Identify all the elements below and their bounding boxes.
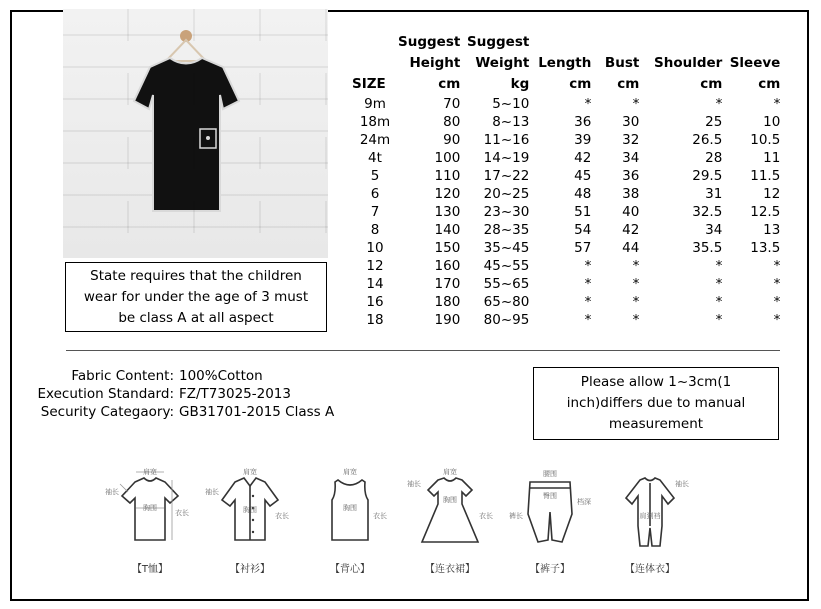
table-cell: 90 <box>443 132 461 148</box>
diagram-label: 肩宽 <box>143 468 157 476</box>
table-cell: * <box>773 276 781 292</box>
table-cell: 54 <box>574 222 592 238</box>
table-cell: * <box>632 294 640 310</box>
table-cell: * <box>715 312 723 328</box>
table-row <box>352 293 780 311</box>
diagram-caption: 【背心】 <box>330 564 370 575</box>
table-cell: 55~65 <box>483 276 530 292</box>
table-cell: 51 <box>574 204 592 220</box>
table-cell: 36 <box>574 114 592 130</box>
table-cell: 5~10 <box>492 96 530 112</box>
table-cell: 4t <box>368 150 382 166</box>
diagram-pants <box>500 460 600 578</box>
table-row <box>352 239 780 257</box>
table-cell: * <box>584 258 592 274</box>
table-cell: 150 <box>434 240 461 256</box>
table-cell: 24m <box>359 132 391 148</box>
table-cell: 13.5 <box>750 240 781 256</box>
table-row <box>352 275 780 293</box>
table-cell: 11~16 <box>483 132 530 148</box>
table-cell: 35.5 <box>692 240 723 256</box>
diagram-label: 胸围 <box>443 496 457 504</box>
garment-diagrams <box>100 460 700 578</box>
diagram-label: 袖长 <box>205 488 219 496</box>
table-cell: 36 <box>622 168 640 184</box>
table-cell: 11 <box>763 150 781 166</box>
table-cell: * <box>715 96 723 112</box>
fabric-label: Execution Standard: <box>37 386 174 402</box>
diagram-label: 肩宽 <box>343 468 357 476</box>
table-cell: 25 <box>705 114 723 130</box>
diagram-label: 衣长 <box>275 512 289 520</box>
diagram-label: 肩到裆 <box>639 512 661 520</box>
table-row <box>352 113 780 131</box>
table-cell: 34 <box>622 150 640 166</box>
diagram-label: 腰围 <box>543 470 557 478</box>
diagram-label: 袖长 <box>407 480 421 488</box>
measurement-allowance-note <box>533 367 779 440</box>
pants-icon <box>500 460 600 560</box>
table-cell: 18m <box>359 114 391 130</box>
table-row <box>352 257 780 275</box>
allow-line: Please allow 1~3cm(1 <box>580 374 732 390</box>
diagram-label: 袖长 <box>105 488 119 496</box>
fabric-value: 100%Cotton <box>179 368 263 384</box>
table-cell: 45~55 <box>483 258 530 274</box>
product-photo <box>63 9 328 258</box>
fabric-info <box>10 367 334 421</box>
table-cell: 18 <box>366 312 384 328</box>
diagram-label: 衣长 <box>373 512 387 520</box>
table-row <box>352 95 780 113</box>
diagram-label: 袖长 <box>675 480 689 488</box>
diagram-shirt <box>200 460 300 578</box>
table-cell: * <box>715 276 723 292</box>
size-chart-table <box>352 32 780 329</box>
table-row <box>352 203 780 221</box>
table-cell: 14~19 <box>483 150 530 166</box>
class-a-note <box>65 262 327 332</box>
diagram-label: 肩宽 <box>443 468 457 476</box>
table-row <box>352 149 780 167</box>
table-cell: 160 <box>434 258 461 274</box>
table-cell: 35~45 <box>483 240 530 256</box>
fabric-value: FZ/T73025-2013 <box>179 386 291 402</box>
header-shoulder: Shoulder cm <box>653 55 723 92</box>
table-cell: 190 <box>434 312 461 328</box>
note-line: State requires that the children <box>90 268 302 284</box>
table-cell: 23~30 <box>483 204 530 220</box>
fabric-label: Fabric Content: <box>71 368 174 384</box>
fabric-value: GB31701-2015 Class A <box>179 404 335 420</box>
table-cell: 31 <box>705 186 723 202</box>
section-divider <box>66 350 780 351</box>
table-cell: * <box>584 312 592 328</box>
table-row <box>352 131 780 149</box>
diagram-label: 裤长 <box>509 512 523 520</box>
table-cell: 10.5 <box>750 132 781 148</box>
table-cell: 80~95 <box>483 312 530 328</box>
table-cell: 28~35 <box>483 222 530 238</box>
tshirt-icon <box>100 460 200 560</box>
diagram-label: 臀围 <box>543 492 557 500</box>
table-cell: 140 <box>434 222 461 238</box>
table-cell: * <box>584 276 592 292</box>
table-cell: 8~13 <box>492 114 530 130</box>
table-cell: 30 <box>622 114 640 130</box>
table-row <box>352 185 780 203</box>
table-cell: 32.5 <box>692 204 723 220</box>
diagram-label: 肩宽 <box>243 468 257 476</box>
table-cell: 10 <box>763 114 781 130</box>
table-cell: * <box>773 258 781 274</box>
note-line: be class A at all aspect <box>118 310 274 326</box>
table-cell: 130 <box>434 204 461 220</box>
table-cell: 5 <box>370 168 380 184</box>
table-cell: 42 <box>574 150 592 166</box>
table-cell: 12.5 <box>750 204 781 220</box>
romper-icon <box>600 460 700 560</box>
table-cell: 110 <box>434 168 461 184</box>
table-cell: 100 <box>434 150 461 166</box>
note-line: wear for under the age of 3 must <box>83 289 309 305</box>
diagram-caption: 【T恤】 <box>131 564 169 575</box>
table-header-row <box>352 32 780 95</box>
table-cell: * <box>584 96 592 112</box>
table-cell: 45 <box>574 168 592 184</box>
table-cell: 48 <box>574 186 592 202</box>
table-cell: * <box>773 96 781 112</box>
diagram-label: 衣长 <box>175 509 189 517</box>
table-cell: 34 <box>705 222 723 238</box>
shirt-icon <box>200 460 300 560</box>
table-cell: 9m <box>364 96 386 112</box>
table-cell: 6 <box>370 186 380 202</box>
diagram-label: 衣长 <box>479 512 493 520</box>
table-cell: 44 <box>622 240 640 256</box>
table-cell: 65~80 <box>483 294 530 310</box>
header-bust: Bust cm <box>604 55 640 92</box>
table-cell: 29.5 <box>692 168 723 184</box>
table-cell: 70 <box>443 96 461 112</box>
diagram-vest <box>300 460 400 578</box>
table-row <box>352 167 780 185</box>
table-cell: 20~25 <box>483 186 530 202</box>
table-cell: * <box>715 294 723 310</box>
table-cell: 40 <box>622 204 640 220</box>
table-cell: 42 <box>622 222 640 238</box>
table-cell: 8 <box>370 222 380 238</box>
diagram-caption: 【连体衣】 <box>625 564 675 575</box>
table-cell: * <box>632 312 640 328</box>
table-cell: * <box>632 258 640 274</box>
header-weight: Suggest Weight kg <box>467 34 530 92</box>
fabric-row <box>10 385 334 403</box>
fabric-label: Security Categaory: <box>40 404 174 420</box>
table-cell: * <box>773 294 781 310</box>
header-length: Length cm <box>538 55 592 92</box>
table-cell: 28 <box>705 150 723 166</box>
table-cell: 13 <box>763 222 781 238</box>
diagram-label: 胸围 <box>143 504 157 512</box>
diagram-caption: 【衬衫】 <box>230 564 270 575</box>
table-cell: * <box>632 96 640 112</box>
allow-line: inch)differs due to manual <box>566 395 746 411</box>
diagram-caption: 【连衣裙】 <box>425 564 475 575</box>
table-cell: * <box>773 312 781 328</box>
table-cell: 12 <box>366 258 384 274</box>
table-cell: 17~22 <box>483 168 530 184</box>
table-cell: 57 <box>574 240 592 256</box>
table-cell: 7 <box>370 204 380 220</box>
allow-line: measurement <box>608 416 704 432</box>
dress-icon <box>400 460 500 560</box>
diagram-romper <box>600 460 700 578</box>
table-row <box>352 311 780 329</box>
table-cell: 32 <box>622 132 640 148</box>
table-cell: 11.5 <box>750 168 781 184</box>
diagram-label: 胸围 <box>343 504 357 512</box>
table-cell: * <box>715 258 723 274</box>
table-cell: 120 <box>434 186 461 202</box>
table-cell: 10 <box>366 240 384 256</box>
header-height: Suggest Height cm <box>398 34 461 92</box>
table-cell: * <box>632 276 640 292</box>
diagram-dress <box>400 460 500 578</box>
table-cell: 180 <box>434 294 461 310</box>
fabric-row <box>10 367 334 385</box>
table-cell: 16 <box>366 294 384 310</box>
table-row <box>352 221 780 239</box>
vest-icon <box>300 460 400 560</box>
table-cell: 26.5 <box>692 132 723 148</box>
table-cell: * <box>584 294 592 310</box>
header-size: SIZE <box>352 76 386 92</box>
diagram-label: 胸围 <box>243 506 257 514</box>
header-sleeve: Sleeve cm <box>729 55 781 92</box>
table-cell: 14 <box>366 276 384 292</box>
diagram-caption: 【裤子】 <box>530 564 570 575</box>
fabric-row <box>10 403 334 421</box>
diagram-label: 档深 <box>577 498 591 506</box>
table-cell: 12 <box>763 186 781 202</box>
table-cell: 39 <box>574 132 592 148</box>
diagram-tshirt <box>100 460 200 578</box>
table-cell: 80 <box>443 114 461 130</box>
table-cell: 170 <box>434 276 461 292</box>
table-cell: 38 <box>622 186 640 202</box>
